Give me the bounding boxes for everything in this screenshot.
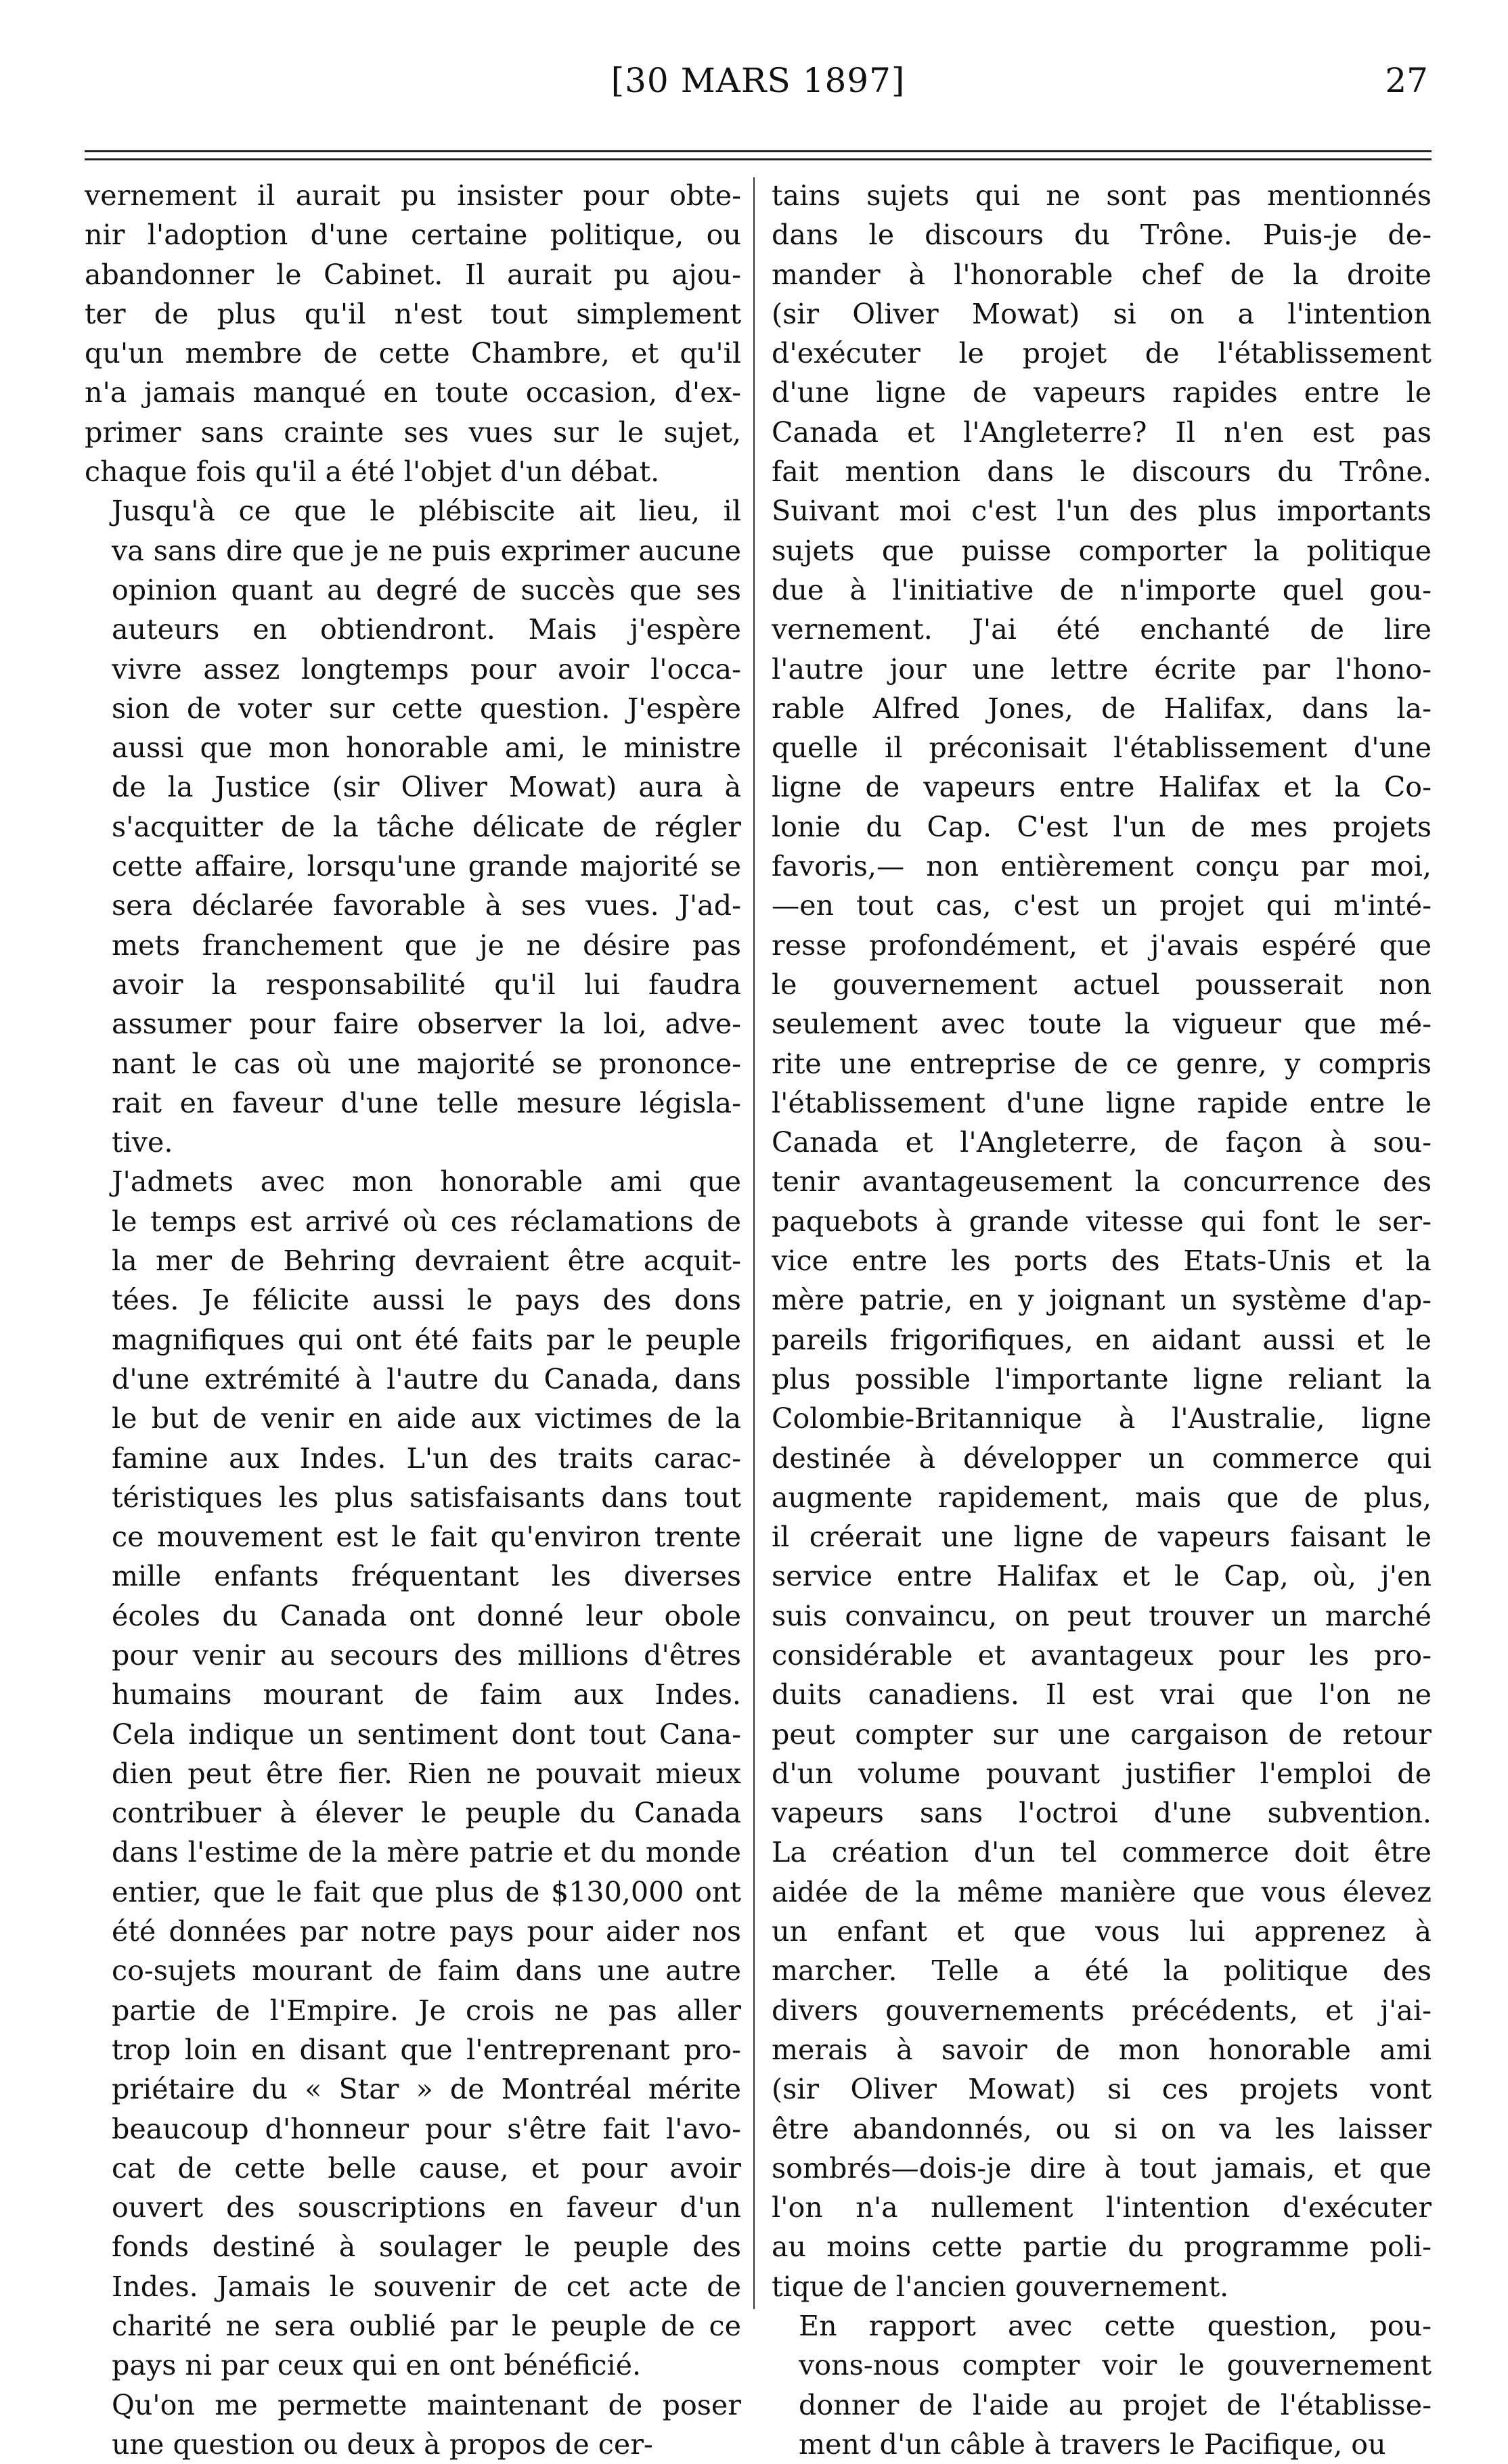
header-rule-bottom: [85, 158, 1432, 160]
text-line: téristiques les plus satisfaisants dans tout: [112, 1481, 741, 1514]
text-line: aidée de la même manière que vous élevez: [772, 1875, 1432, 1908]
text-line: suis convaincu, on peut trouver un marché: [772, 1599, 1432, 1632]
text-line: donner de l'aide au projet de l'établisse-: [799, 2388, 1432, 2421]
header-date: [30 MARS 1897]: [611, 61, 906, 100]
text-line: été données par notre pays pour aider nos: [112, 1915, 741, 1948]
text-line: rable Alfred Jones, de Halifax, dans la-: [772, 692, 1432, 725]
text-line: chaque fois qu'il a été l'objet d'un débat.: [85, 455, 660, 489]
text-line: paquebots à grande vitesse qui font le ser-: [772, 1205, 1432, 1238]
text-line: assumer pour faire observer la loi, adve-: [112, 1008, 741, 1041]
text-line: abandonner le Cabinet. Il aurait pu ajou-: [85, 258, 741, 291]
text-line: s'acquitter de la tâche délicate de régler: [112, 810, 741, 843]
text-line: ment d'un câble à travers le Pacifique, ou: [799, 2427, 1386, 2461]
left-column: [85, 176, 741, 2461]
text-line: un enfant et que vous lui apprenez à: [772, 1915, 1432, 1948]
text-line: la mer de Behring devraient être acquit-: [112, 1245, 741, 1278]
text-line: au moins cette partie du programme poli-: [772, 2231, 1432, 2264]
text-line: nant le cas où une majorité se prononce-: [112, 1047, 741, 1080]
text-line: Jusqu'à ce que le plébiscite ait lieu, il: [112, 495, 741, 528]
text-line: duits canadiens. Il est vrai que l'on ne: [772, 1678, 1432, 1711]
text-line: (sir Oliver Mowat) si on a l'intention: [772, 297, 1432, 330]
text-line: mander à l'honorable chef de la droite: [772, 258, 1432, 291]
paragraph: [85, 491, 741, 1162]
text-line: Suivant moi c'est l'un des plus importants: [772, 495, 1432, 528]
text-line: le gouvernement actuel pousserait non: [772, 968, 1432, 1001]
text-line: écoles du Canada ont donné leur obole: [112, 1599, 741, 1632]
text-line: service entre Halifax et le Cap, où, j'en: [772, 1560, 1432, 1593]
text-line: pareils frigorifiques, en aidant aussi et le: [772, 1323, 1432, 1356]
text-line: humains mourant de faim aux Indes.: [112, 1678, 741, 1711]
text-line: ligne de vapeurs entre Halifax et la Co-: [772, 771, 1432, 804]
text-line: due à l'initiative de n'importe quel gou-: [772, 573, 1432, 606]
text-line: d'un volume pouvant justifier l'emploi de: [772, 1757, 1432, 1790]
text-line: auteurs en obtiendront. Mais j'espère: [112, 613, 741, 646]
text-line: vons-nous compter voir le gouvernement: [799, 2349, 1432, 2382]
text-line: d'exécuter le projet de l'établissement: [772, 337, 1432, 370]
text-line: une question ou deux à propos de cer-: [112, 2427, 653, 2461]
page-header: [88, 61, 1428, 122]
text-line: Canada et l'Angleterre? Il n'en est pas: [772, 416, 1432, 449]
paragraph: [85, 176, 741, 491]
text-line: ter de plus qu'il n'est tout simplement: [85, 297, 741, 330]
text-line: trop loin en disant que l'entreprenant pro-: [112, 2033, 741, 2066]
text-line: fonds destiné à soulager le peuple des: [112, 2231, 741, 2264]
column-divider: [753, 177, 755, 2309]
text-line: rite une entreprise de ce genre, y compris: [772, 1047, 1432, 1080]
text-line: d'une extrémité à l'autre du Canada, dans: [112, 1362, 741, 1395]
text-line: aussi que mon honorable ami, le ministre: [112, 732, 741, 765]
text-line: dans l'estime de la mère patrie et du monde: [112, 1836, 741, 1869]
text-line: tive.: [112, 1126, 173, 1159]
text-line: vernement il aurait pu insister pour obte-: [85, 179, 741, 212]
text-line: En rapport avec cette question, pou-: [799, 2310, 1432, 2343]
text-line: n'a jamais manqué en toute occasion, d'ex-: [85, 376, 741, 409]
text-line: vernement. J'ai été enchanté de lire: [772, 613, 1432, 646]
text-line: priétaire du « Star » de Montréal mérite: [112, 2073, 741, 2106]
text-line: entier, que le fait que plus de $130,000 ont: [112, 1875, 741, 1908]
text-line: beaucoup d'honneur pour s'être fait l'avo-: [112, 2112, 741, 2145]
text-line: seulement avec toute la vigueur que mé-: [772, 1008, 1432, 1041]
page-number: 27: [1385, 61, 1428, 100]
text-line: destinée à développer un commerce qui: [772, 1441, 1432, 1475]
paragraph: [85, 2385, 741, 2464]
text-line: peut compter sur une cargaison de retour: [772, 1718, 1432, 1751]
text-line: primer sans crainte ses vues sur le sujet,: [85, 416, 741, 449]
text-line: —en tout cas, c'est un projet qui m'inté-: [772, 889, 1432, 922]
text-line: être abandonnés, ou si on va les laisser: [772, 2112, 1432, 2145]
text-line: divers gouvernements précédents, et j'ai-: [772, 1994, 1432, 2027]
text-line: Colombie-Britannique à l'Australie, ligne: [772, 1402, 1432, 1435]
text-line: partie de l'Empire. Je crois ne pas aller: [112, 1994, 741, 2027]
text-line: resse profondément, et j'avais espéré que: [772, 928, 1432, 962]
text-line: fait mention dans le discours du Trône.: [772, 455, 1432, 489]
text-line: dien peut être fier. Rien ne pouvait mieux: [112, 1757, 741, 1790]
text-line: augmente rapidement, mais que de plus,: [772, 1481, 1432, 1514]
text-line: co-sujets mourant de faim dans une autre: [112, 1954, 741, 1988]
text-line: La création d'un tel commerce doit être: [772, 1836, 1432, 1869]
text-line: plus possible l'importante ligne reliant la: [772, 1362, 1432, 1395]
text-line: tenir avantageusement la concurrence des: [772, 1165, 1432, 1199]
header-rule-top: [85, 150, 1432, 152]
text-line: marcher. Telle a été la politique des: [772, 1954, 1432, 1988]
text-line: ce mouvement est le fait qu'environ trente: [112, 1521, 741, 1554]
text-line: famine aux Indes. L'un des traits carac-: [112, 1441, 741, 1475]
right-column: [772, 176, 1432, 2461]
text-line: lonie du Cap. C'est l'un de mes projets: [772, 810, 1432, 843]
text-line: qu'un membre de cette Chambre, et qu'il: [85, 337, 741, 370]
text-line: considérable et avantageux pour les pro-: [772, 1638, 1432, 1672]
text-line: il créerait une ligne de vapeurs faisant le: [772, 1521, 1432, 1554]
text-line: va sans dire que je ne puis exprimer aucune: [112, 534, 741, 567]
text-line: sera déclarée favorable à ses vues. J'ad-: [112, 889, 741, 922]
text-line: charité ne sera oublié par le peuple de ce: [112, 2310, 741, 2343]
text-line: vapeurs sans l'octroi d'une subvention.: [772, 1797, 1432, 1830]
text-line: vivre assez longtemps pour avoir l'occa-: [112, 652, 741, 686]
text-line: sombrés—dois-je dire à tout jamais, et que: [772, 2151, 1432, 2185]
text-line: nir l'adoption d'une certaine politique, ou: [85, 219, 741, 252]
text-line: avoir la responsabilité qu'il lui faudra: [112, 968, 741, 1001]
text-line: Indes. Jamais le souvenir de cet acte de: [112, 2270, 741, 2303]
text-line: Qu'on me permette maintenant de poser: [112, 2388, 741, 2421]
text-line: de la Justice (sir Oliver Mowat) aura à: [112, 771, 741, 804]
text-line: contribuer à élever le peuple du Canada: [112, 1797, 741, 1830]
text-line: le but de venir en aide aux victimes de la: [112, 1402, 741, 1435]
text-line: magnifiques qui ont été faits par le peuple: [112, 1323, 741, 1356]
text-line: opinion quant au degré de succès que ses: [112, 573, 741, 606]
text-line: ouvert des souscriptions en faveur d'un: [112, 2191, 741, 2224]
text-line: favoris,— non entièrement conçu par moi,: [772, 850, 1432, 883]
paragraph: [772, 2306, 1432, 2464]
text-line: l'autre jour une lettre écrite par l'hono-: [772, 652, 1432, 686]
text-line: quelle il préconisait l'établissement d'une: [772, 732, 1432, 765]
text-line: pays ni par ceux qui en ont bénéficié.: [112, 2349, 642, 2382]
paragraph: [85, 1162, 741, 2385]
text-line: mets franchement que je ne désire pas: [112, 928, 741, 962]
text-line: mère patrie, en y joignant un système d'ap-: [772, 1284, 1432, 1317]
text-line: mille enfants fréquentant les diverses: [112, 1560, 741, 1593]
text-line: l'établissement d'une ligne rapide entre le: [772, 1086, 1432, 1119]
text-line: tées. Je félicite aussi le pays des dons: [112, 1284, 741, 1317]
text-line: le temps est arrivé où ces réclamations de: [112, 1205, 741, 1238]
text-line: pour venir au secours des millions d'êtres: [112, 1638, 741, 1672]
text-line: (sir Oliver Mowat) si ces projets vont: [772, 2073, 1432, 2106]
text-line: dans le discours du Trône. Puis-je de-: [772, 219, 1432, 252]
text-line: vice entre les ports des Etats-Unis et la: [772, 1245, 1432, 1278]
text-line: cat de cette belle cause, et pour avoir: [112, 2151, 741, 2185]
text-line: sion de voter sur cette question. J'espère: [112, 692, 741, 725]
text-line: cette affaire, lorsqu'une grande majorité se: [112, 850, 741, 883]
text-line: Canada et l'Angleterre, de façon à sou-: [772, 1126, 1432, 1159]
text-line: rait en faveur d'une telle mesure législa-: [112, 1086, 741, 1119]
text-line: tains sujets qui ne sont pas mentionnés: [772, 179, 1432, 212]
text-line: sujets que puisse comporter la politique: [772, 534, 1432, 567]
text-line: J'admets avec mon honorable ami que: [112, 1165, 741, 1199]
text-line: Cela indique un sentiment dont tout Cana-: [112, 1718, 741, 1751]
text-line: tique de l'ancien gouvernement.: [772, 2270, 1229, 2303]
text-line: d'une ligne de vapeurs rapides entre le: [772, 376, 1432, 409]
text-line: l'on n'a nullement l'intention d'exécuter: [772, 2191, 1432, 2224]
text-line: merais à savoir de mon honorable ami: [772, 2033, 1432, 2066]
paragraph: [772, 176, 1432, 2306]
